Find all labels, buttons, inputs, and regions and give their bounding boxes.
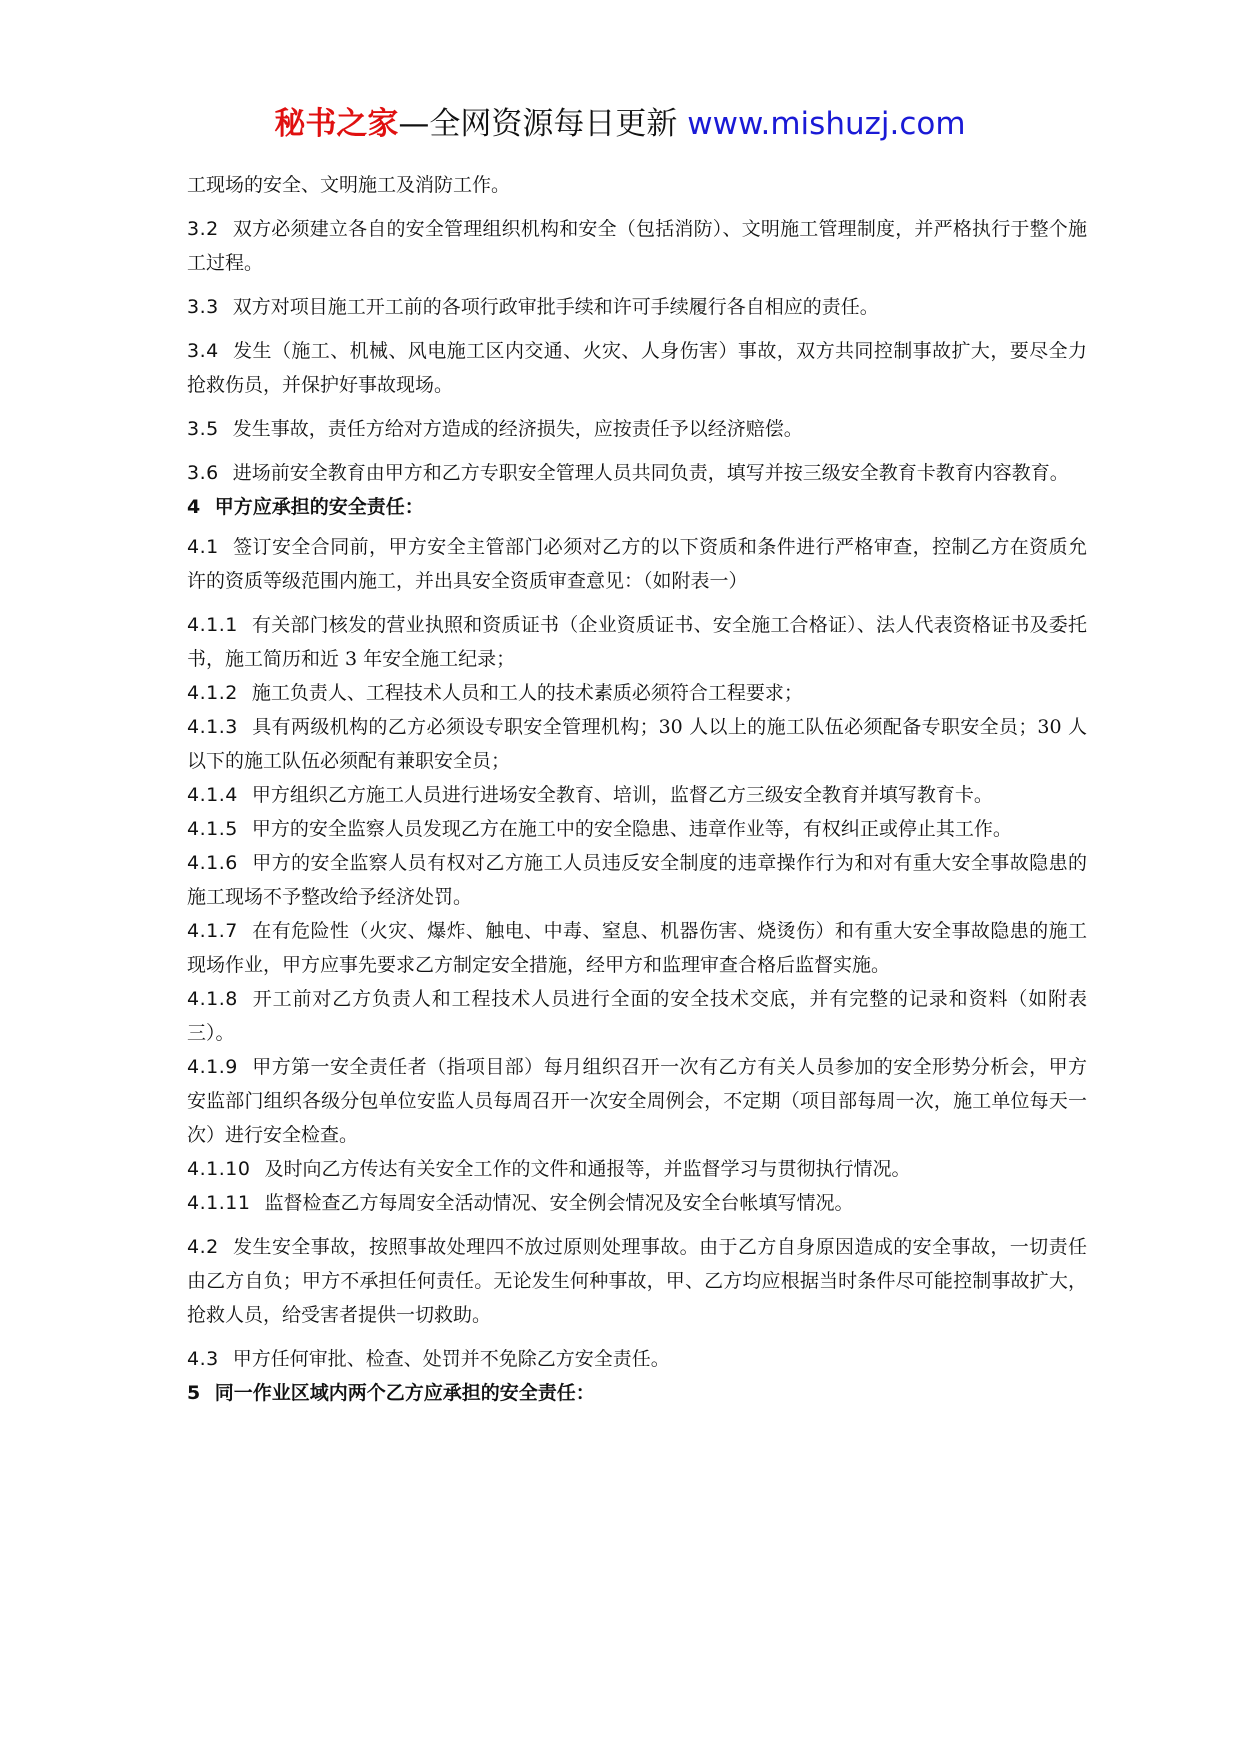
- clause-text: 甲方任何审批、检查、处罚并不免除乙方安全责任。: [232, 1348, 670, 1370]
- section-number: 4: [187, 496, 201, 518]
- banner-url-link[interactable]: www.mishuzj.com: [687, 106, 966, 142]
- clause-text: 在有危险性（火灾、爆炸、触电、中毒、窒息、机器伤害、烧烫伤）和有重大安全事故隐患的施工现场作业，甲方应事先要求乙方制定安全措施，经甲方和监理审查合格后监督实施。: [187, 920, 1087, 976]
- clause-4-1-2: [187, 676, 1087, 710]
- clause-number: 4.3: [187, 1348, 219, 1370]
- banner-brand: 秘书之家: [274, 106, 399, 142]
- clause-text: 签订安全合同前，甲方安全主管部门必须对乙方的以下资质和条件进行严格审查，控制乙方在资质允许的资质等级范围内施工，并出具安全资质审查意见：（如附表一）: [187, 536, 1087, 592]
- clause-number: 4.1.2: [187, 682, 238, 704]
- clause-text: 有关部门核发的营业执照和资质证书（企业资质证书、安全施工合格证）、法人代表资格证书及委托书，施工简历和近 3 年安全施工纪录；: [187, 614, 1087, 670]
- clause-text: 甲方组织乙方施工人员进行进场安全教育、培训，监督乙方三级安全教育并填写教育卡。: [251, 784, 993, 806]
- clause-number: 3.3: [187, 296, 219, 318]
- clause-text: 双方对项目施工开工前的各项行政审批手续和许可手续履行各自相应的责任。: [232, 296, 879, 318]
- clause-3-2: [187, 212, 1087, 280]
- clause-4-3: [187, 1342, 1087, 1376]
- clause-number: 4.1.9: [187, 1056, 238, 1078]
- paragraph-text: 工现场的安全、文明施工及消防工作。: [187, 174, 511, 196]
- section-title: 甲方应承担的安全责任：: [214, 496, 424, 518]
- clause-text: 开工前对乙方负责人和工程技术人员进行全面的安全技术交底，并有完整的记录和资料（如附表三）。: [187, 988, 1087, 1044]
- clause-number: 4.1.10: [187, 1158, 251, 1180]
- clause-3-4: [187, 334, 1087, 402]
- section-title: 同一作业区域内两个乙方应承担的安全责任：: [214, 1382, 595, 1404]
- paragraph-continued: [187, 168, 1087, 202]
- clause-number: 3.6: [187, 462, 219, 484]
- clause-number: 4.2: [187, 1236, 219, 1258]
- clause-number: 4.1.3: [187, 716, 238, 738]
- clause-4-1-5: [187, 812, 1087, 846]
- clause-4-1-11: [187, 1186, 1087, 1220]
- clause-number: 4.1.8: [187, 988, 238, 1010]
- clause-4-1-4: [187, 778, 1087, 812]
- clause-number: 3.2: [187, 218, 219, 240]
- clause-4-1-6: [187, 846, 1087, 914]
- clause-4-1: [187, 530, 1087, 598]
- clause-text: 进场前安全教育由甲方和乙方专职安全管理人员共同负责，填写并按三级安全教育卡教育内容教育。: [232, 462, 1069, 484]
- clause-text: 甲方的安全监察人员有权对乙方施工人员违反安全制度的违章操作行为和对有重大安全事故隐患的施工现场不予整改给予经济处罚。: [187, 852, 1087, 908]
- clause-4-1-1: [187, 608, 1087, 676]
- clause-number: 4.1.11: [187, 1192, 251, 1214]
- clause-text: 甲方的安全监察人员发现乙方在施工中的安全隐患、违章作业等，有权纠正或停止其工作。: [251, 818, 1012, 840]
- clause-3-3: [187, 290, 1087, 324]
- clause-number: 3.4: [187, 340, 219, 362]
- clause-text: 发生事故，责任方给对方造成的经济损失，应按责任予以经济赔偿。: [232, 418, 803, 440]
- banner-slogan: —全网资源每日更新: [398, 106, 678, 142]
- clause-number: 4.1.1: [187, 614, 238, 636]
- section-heading-5: [187, 1376, 1087, 1410]
- site-banner: [0, 104, 1240, 144]
- section-number: 5: [187, 1382, 201, 1404]
- document-body: [187, 168, 1087, 1416]
- clause-text: 发生（施工、机械、风电施工区内交通、火灾、人身伤害）事故，双方共同控制事故扩大，要尽全力抢救伤员，并保护好事故现场。: [187, 340, 1087, 396]
- clause-number: 4.1: [187, 536, 219, 558]
- clause-4-1-8: [187, 982, 1087, 1050]
- clause-3-6: [187, 456, 1087, 490]
- clause-text: 监督检查乙方每周安全活动情况、安全例会情况及安全台帐填写情况。: [264, 1192, 854, 1214]
- clause-number: 4.1.4: [187, 784, 238, 806]
- clause-text: 施工负责人、工程技术人员和工人的技术素质必须符合工程要求；: [251, 682, 803, 704]
- clause-number: 4.1.7: [187, 920, 238, 942]
- section-heading-4: [187, 490, 1087, 524]
- clause-text: 甲方第一安全责任者（指项目部）每月组织召开一次有乙方有关人员参加的安全形势分析会，甲方安监部门组织各级分包单位安监人员每周召开一次安全周例会，不定期（项目部每周一次，施工单位每天一次）进行安全检查。: [187, 1056, 1087, 1146]
- clause-text: 具有两级机构的乙方必须设专职安全管理机构；30 人以上的施工队伍必须配备专职安全员；30 人以下的施工队伍必须配有兼职安全员；: [187, 716, 1087, 772]
- clause-number: 4.1.5: [187, 818, 238, 840]
- clause-text: 及时向乙方传达有关安全工作的文件和通报等，并监督学习与贯彻执行情况。: [264, 1158, 911, 1180]
- clause-number: 3.5: [187, 418, 219, 440]
- clause-4-2: [187, 1230, 1087, 1332]
- clause-4-1-3: [187, 710, 1087, 778]
- clause-4-1-7: [187, 914, 1087, 982]
- clause-3-5: [187, 412, 1087, 446]
- clause-text: 双方必须建立各自的安全管理组织机构和安全（包括消防）、文明施工管理制度，并严格执行于整个施工过程。: [187, 218, 1087, 274]
- clause-text: 发生安全事故，按照事故处理四不放过原则处理事故。由于乙方自身原因造成的安全事故，一切责任由乙方自负；甲方不承担任何责任。无论发生何种事故，甲、乙方均应根据当时条件尽可能控制事故扩大，抢救人员，给受害者提供一切救助。: [187, 1236, 1087, 1326]
- clause-4-1-9: [187, 1050, 1087, 1152]
- clause-4-1-10: [187, 1152, 1087, 1186]
- clause-number: 4.1.6: [187, 852, 238, 874]
